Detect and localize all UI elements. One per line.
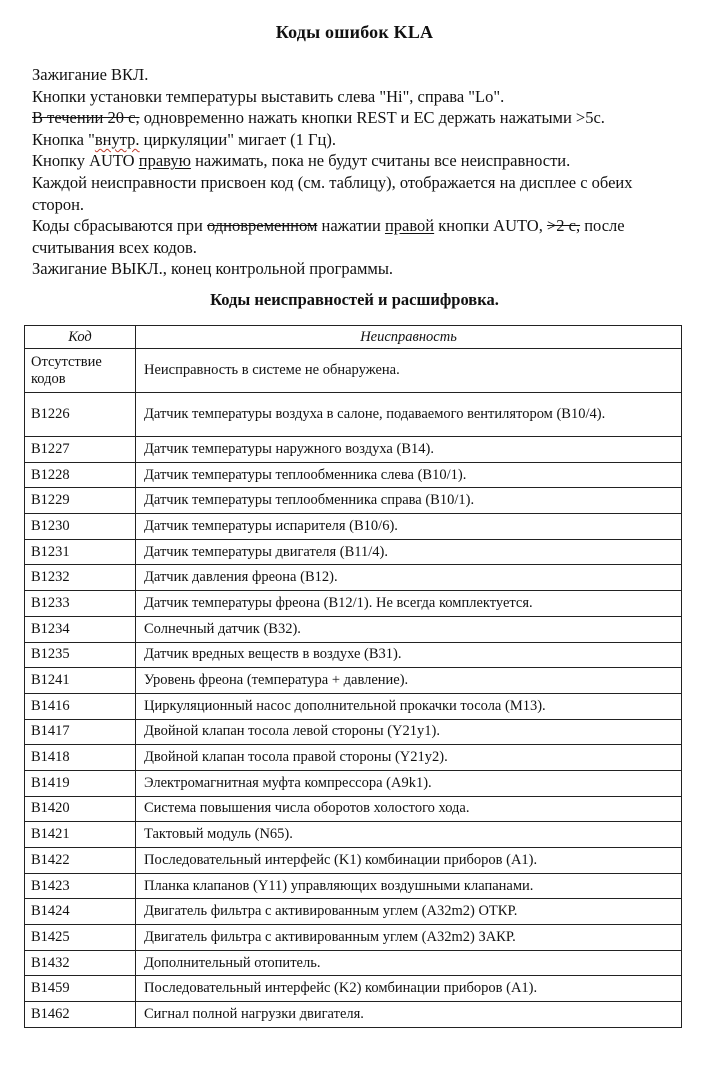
fault-description-cell: Солнечный датчик (B32). bbox=[136, 616, 682, 642]
error-code-cell: B1418 bbox=[25, 745, 136, 771]
fault-description-cell: Сигнал полной нагрузки двигателя. bbox=[136, 1002, 682, 1028]
error-code-cell: B1235 bbox=[25, 642, 136, 668]
error-code-cell: B1234 bbox=[25, 616, 136, 642]
table-row bbox=[25, 591, 682, 617]
error-code-cell: B1230 bbox=[25, 514, 136, 540]
column-header-fault: Неисправность bbox=[136, 326, 682, 349]
error-code-cell: B1419 bbox=[25, 770, 136, 796]
page-title: Коды ошибок KLA bbox=[275, 22, 434, 42]
error-codes-table bbox=[24, 325, 682, 1028]
table-row bbox=[25, 539, 682, 565]
table-row bbox=[25, 488, 682, 514]
fault-description-cell: Тактовый модуль (N65). bbox=[136, 822, 682, 848]
instruction-line: Кнопки установки температуры выставить слева "Hi", справа "Lo". bbox=[32, 86, 505, 106]
table-row bbox=[25, 462, 682, 488]
table-row bbox=[25, 719, 682, 745]
fault-description-cell: Датчик температуры теплообменника справа (B10/1). bbox=[136, 488, 682, 514]
fault-description-cell: Последовательный интерфейс (K1) комбинации приборов (A1). bbox=[136, 848, 682, 874]
instruction-text: циркуляции" мигает (1 Гц). bbox=[139, 129, 336, 149]
table-row bbox=[25, 976, 682, 1002]
table-row bbox=[25, 642, 682, 668]
error-code-cell: B1229 bbox=[25, 488, 136, 514]
instruction-text: Кнопка " bbox=[32, 129, 95, 149]
struck-text: >2 с, bbox=[546, 216, 581, 236]
error-code-cell: B1227 bbox=[25, 437, 136, 463]
underlined-text: правой bbox=[384, 216, 435, 236]
table-row bbox=[25, 437, 682, 463]
instruction-text: нажимать, пока не будут считаны все неисправности. bbox=[190, 151, 571, 171]
table-row bbox=[25, 899, 682, 925]
fault-description-cell: Двойной клапан тосола левой стороны (Y21y1). bbox=[136, 719, 682, 745]
error-code-cell: B1233 bbox=[25, 591, 136, 617]
fault-description-cell: Электромагнитная муфта компрессора (A9k1). bbox=[136, 770, 682, 796]
instruction-text: Кнопку AUTO bbox=[32, 151, 139, 171]
table-row bbox=[25, 565, 682, 591]
fault-description-cell: Датчик температуры воздуха в салоне, подаваемого вентилятором (B10/4). bbox=[136, 393, 682, 437]
fault-description-cell: Система повышения числа оборотов холостого хода. bbox=[136, 796, 682, 822]
table-row bbox=[25, 349, 682, 393]
table-row bbox=[25, 925, 682, 951]
fault-description-cell: Датчик температуры фреона (B12/1). Не всегда комплектуется. bbox=[136, 591, 682, 617]
instruction-line bbox=[32, 129, 677, 151]
error-code-cell: B1231 bbox=[25, 539, 136, 565]
struck-text: В течении 20 с, bbox=[32, 108, 140, 128]
fault-description-cell: Датчик температуры испарителя (B10/6). bbox=[136, 514, 682, 540]
table-row bbox=[25, 822, 682, 848]
struck-text: одновременном bbox=[206, 216, 318, 236]
table-row bbox=[25, 950, 682, 976]
error-code-cell: B1228 bbox=[25, 462, 136, 488]
table-row bbox=[25, 873, 682, 899]
instruction-text: кнопки AUTO, bbox=[434, 216, 547, 236]
table-row bbox=[25, 668, 682, 694]
fault-description-cell: Двигатель фильтра с активированным углем (A32m2) ОТКР. bbox=[136, 899, 682, 925]
error-code-cell: B1459 bbox=[25, 976, 136, 1002]
fault-description-cell: Двойной клапан тосола правой стороны (Y21y2). bbox=[136, 745, 682, 771]
fault-description-cell: Датчик температуры теплообменника слева (B10/1). bbox=[136, 462, 682, 488]
instruction-text: одновременно нажать кнопки REST и EC держать нажатыми >5c. bbox=[139, 108, 605, 128]
instructions-block bbox=[32, 64, 677, 280]
error-code-cell: B1422 bbox=[25, 848, 136, 874]
error-code-cell: B1462 bbox=[25, 1002, 136, 1028]
fault-description-cell: Дополнительный отопитель. bbox=[136, 950, 682, 976]
fault-description-cell: Датчик вредных веществ в воздухе (B31). bbox=[136, 642, 682, 668]
fault-description-cell: Уровень фреона (температура + давление). bbox=[136, 668, 682, 694]
spellcheck-marked-text: внутр. bbox=[94, 129, 140, 149]
instruction-text: Коды сбрасываются при bbox=[32, 216, 207, 236]
table-row bbox=[25, 1002, 682, 1028]
table-row bbox=[25, 796, 682, 822]
underlined-text: правую bbox=[138, 151, 191, 171]
fault-description-cell: Датчик давления фреона (B12). bbox=[136, 565, 682, 591]
table-row bbox=[25, 514, 682, 540]
error-code-cell: B1232 bbox=[25, 565, 136, 591]
error-code-cell: B1226 bbox=[25, 393, 136, 437]
instruction-line bbox=[32, 107, 677, 129]
error-code-cell: Отсутствие кодов bbox=[25, 349, 136, 393]
section-subtitle: Коды неисправностей и расшифровка. bbox=[210, 290, 499, 309]
error-code-cell: B1417 bbox=[25, 719, 136, 745]
table-row bbox=[25, 848, 682, 874]
fault-description-cell: Датчик температуры наружного воздуха (B14). bbox=[136, 437, 682, 463]
instruction-line: Зажигание ВЫКЛ., конец контрольной программы. bbox=[32, 259, 394, 279]
table-row bbox=[25, 745, 682, 771]
table-header-row bbox=[25, 326, 682, 349]
fault-description-cell: Датчик температуры двигателя (B11/4). bbox=[136, 539, 682, 565]
fault-description-cell: Планка клапанов (Y11) управляющих воздушными клапанами. bbox=[136, 873, 682, 899]
error-code-cell: B1416 bbox=[25, 693, 136, 719]
error-code-cell: B1241 bbox=[25, 668, 136, 694]
instruction-line bbox=[32, 215, 677, 258]
fault-description-cell: Двигатель фильтра с активированным углем (A32m2) ЗАКР. bbox=[136, 925, 682, 951]
instruction-text: нажатии bbox=[317, 216, 385, 236]
table-body bbox=[25, 349, 682, 1028]
error-code-cell: B1425 bbox=[25, 925, 136, 951]
table-row bbox=[25, 770, 682, 796]
instruction-line: Зажигание ВКЛ. bbox=[32, 65, 149, 84]
error-code-cell: B1432 bbox=[25, 950, 136, 976]
error-code-cell: B1421 bbox=[25, 822, 136, 848]
instruction-line bbox=[32, 150, 677, 172]
fault-description-cell: Последовательный интерфейс (K2) комбинации приборов (A1). bbox=[136, 976, 682, 1002]
table-row bbox=[25, 393, 682, 437]
error-code-cell: B1423 bbox=[25, 873, 136, 899]
table-row bbox=[25, 693, 682, 719]
table-row bbox=[25, 616, 682, 642]
fault-description-cell: Неисправность в системе не обнаружена. bbox=[136, 349, 682, 393]
error-code-cell: B1424 bbox=[25, 899, 136, 925]
fault-description-cell: Циркуляционный насос дополнительной прокачки тосола (M13). bbox=[136, 693, 682, 719]
error-code-cell: B1420 bbox=[25, 796, 136, 822]
column-header-code: Код bbox=[25, 326, 136, 349]
instruction-line: Каждой неисправности присвоен код (см. таблицу), отображается на дисплее с обеих сторон. bbox=[32, 172, 633, 214]
instruction-text: после считывания всех кодов. bbox=[32, 216, 625, 257]
